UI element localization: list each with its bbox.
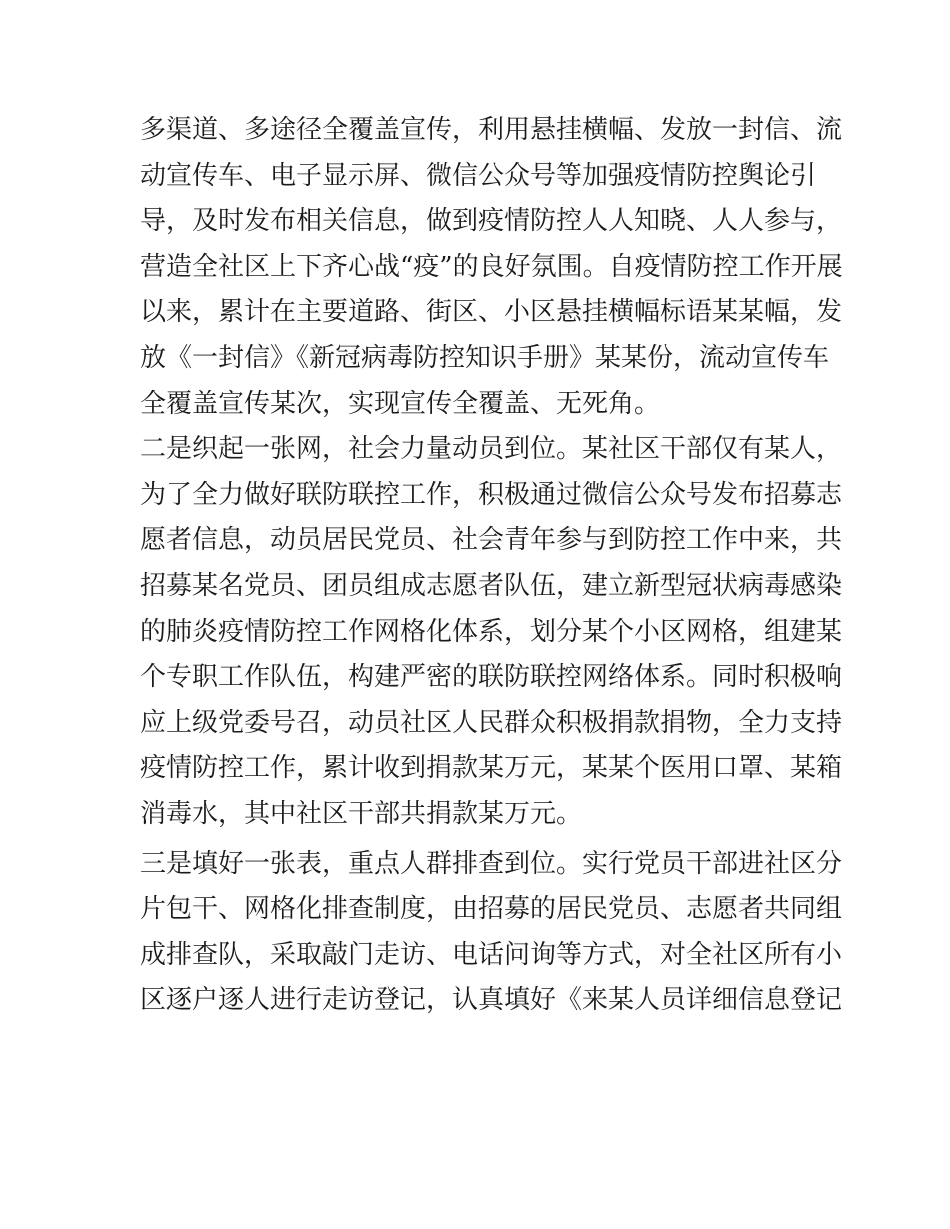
text-line: 导，及时发布相关信息，做到疫情防控人人知晓、人人参与， xyxy=(140,206,843,237)
text-line: 放《一封信》《新冠病毒防控知识手册》某某份，流动宣传车 xyxy=(140,342,830,373)
text-line: 的肺炎疫情防控工作网格化体系，划分某个小区网格，组建某 xyxy=(140,616,843,647)
text-line: 二是织起一张网，社会力量动员到位。某社区干部仅有某人， xyxy=(140,434,843,465)
text-line: 为了全力做好联防联控工作，积极通过微信公众号发布招募志 xyxy=(140,479,843,510)
text-line: 营造全社区上下齐心战“疫”的良好氛围。自疫情防控工作开展 xyxy=(140,251,843,282)
text-line: 疫情防控工作，累计收到捐款某万元，某某个医用口罩、某箱 xyxy=(140,753,843,784)
text-line: 片包干、网格化排查制度，由招募的居民党员、志愿者共同组 xyxy=(140,894,843,925)
body-text xyxy=(140,108,843,1024)
text-line: 应上级党委号召，动员社区人民群众积极捐款捐物，全力支持 xyxy=(140,707,843,738)
text-line: 动宣传车、电子显示屏、微信公众号等加强疫情防控舆论引 xyxy=(140,160,817,191)
text-line: 个专职工作队伍，构建严密的联防联控网络体系。同时积极响 xyxy=(140,662,843,693)
text-line: 以来，累计在主要道路、街区、小区悬挂横幅标语某某幅，发 xyxy=(140,297,843,328)
text-line: 多渠道、多途径全覆盖宣传，利用悬挂横幅、发放一封信、流 xyxy=(140,115,843,145)
text-line: 全覆盖宣传某次，实现宣传全覆盖、无死角。 xyxy=(140,388,661,419)
text-line: 招募某名党员、团员组成志愿者队伍，建立新型冠状病毒感染 xyxy=(140,570,843,601)
text-line: 消毒水，其中社区干部共捐款某万元。 xyxy=(140,798,583,829)
text-line: 愿者信息，动员居民党员、社会青年参与到防控工作中来，共 xyxy=(140,525,843,556)
text-line: 区逐户逐人进行走访登记，认真填好《来某人员详细信息登记 xyxy=(140,985,843,1016)
text-line: 三是填好一张表，重点人群排查到位。实行党员干部进社区分 xyxy=(140,848,843,879)
text-line: 成排查队，采取敲门走访、电话问询等方式，对全社区所有小 xyxy=(140,939,843,970)
